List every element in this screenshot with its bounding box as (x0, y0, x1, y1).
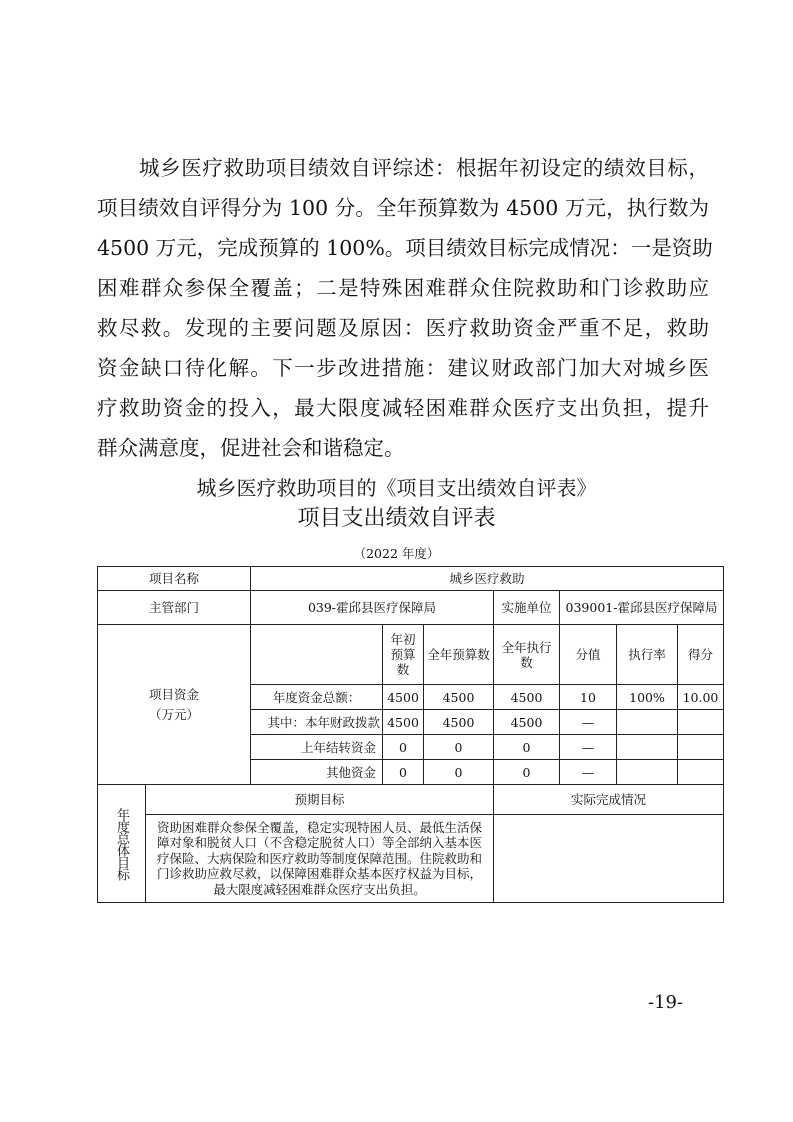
cell (617, 710, 678, 735)
paragraph-line: 资金缺口待化解。下一步改进措施：建议财政部门加大对城乡医 (97, 356, 709, 380)
cell: 0 (424, 760, 494, 785)
paragraph-line: 救尽救。发现的主要问题及原因：医疗救助资金严重不足，救助 (97, 316, 709, 340)
paragraph-line: 疗救助资金的投入，最大限度减轻困难群众医疗支出负担，提升 (97, 396, 709, 420)
col-header: 分值 (560, 625, 617, 685)
cell (678, 710, 724, 735)
col-header: 全年预算数 (424, 625, 494, 685)
cell: 10 (560, 685, 617, 710)
cell: 0 (383, 760, 424, 785)
performance-table (97, 566, 724, 903)
actual-value (494, 815, 724, 903)
cell: 4500 (424, 710, 494, 735)
dept-value: 039-霍邱县医疗保障局 (251, 591, 494, 625)
funds-label (98, 625, 251, 785)
expected-goal (146, 815, 494, 903)
table-title: 项目支出绩效自评表 (297, 506, 496, 531)
summary-paragraph (97, 148, 713, 468)
blank-header (251, 625, 383, 685)
cell: — (560, 760, 617, 785)
col-header: 年初预算数 (383, 625, 424, 685)
section-title: 城乡医疗救助项目的《项目支出绩效自评表》 (196, 476, 597, 500)
cell: 0 (424, 735, 494, 760)
row-label: 上年结转资金 (251, 735, 383, 760)
paragraph-line: 4500 万元，完成预算的 100%。项目绩效目标完成情况：一是资助 (97, 236, 713, 260)
cell: 4500 (494, 710, 560, 735)
name-value: 城乡医疗救助 (251, 567, 724, 591)
cell: 4500 (424, 685, 494, 710)
row-label: 其他资金 (251, 760, 383, 785)
col-header: 得分 (678, 625, 724, 685)
cell: — (560, 710, 617, 735)
cell: 0 (383, 735, 424, 760)
paragraph-line: 城乡医疗救助项目绩效自评综述：根据年初设定的绩效目标， (139, 156, 709, 180)
cell: 10.00 (678, 685, 724, 710)
row-label: 年度资金总额： (251, 685, 383, 710)
paragraph-line: 困难群众参保全覆盖；二是特殊困难群众住院救助和门诊救助应 (97, 276, 709, 300)
cell (617, 735, 678, 760)
paragraph-line: 项目绩效自评得分为 100 分。全年预算数为 4500 万元，执行数为 (97, 196, 709, 220)
goal-line: 门诊救助应救尽救，以保障困难群众基本医疗权益为目标， (156, 866, 482, 882)
cell: 100% (617, 685, 678, 710)
cell (678, 735, 724, 760)
cell: 4500 (383, 710, 424, 735)
dept-label: 主管部门 (98, 591, 251, 625)
goal-line: 资助困难群众参保全覆盖，稳定实现特困人员、最低生活保 (156, 819, 482, 835)
page-number: -19- (648, 992, 684, 1013)
impl-value: 039001-霍邱县医疗保障局 (560, 591, 724, 625)
paragraph-line: 群众满意度，促进社会和谐稳定。 (97, 436, 405, 460)
funds-label-text: 项目资金（万元） (148, 686, 199, 722)
goal-line: 最大限度减轻困难群众医疗支出负担。 (213, 881, 426, 897)
cell: 4500 (494, 685, 560, 710)
cell: 0 (494, 760, 560, 785)
impl-label: 实施单位 (494, 591, 560, 625)
goal-line: 障对象和脱贫人口（不含稳定脱贫人口）等全部纳入基本医 (156, 835, 482, 851)
row-label: 其中：本年财政拨款 (251, 710, 383, 735)
cell: 0 (494, 735, 560, 760)
name-label: 项目名称 (98, 567, 251, 591)
col-header: 全年执行数 (494, 625, 560, 685)
expected-header: 预期目标 (146, 785, 494, 815)
table-year: （2022 年度） (353, 546, 440, 561)
cell (678, 760, 724, 785)
cell: 4500 (383, 685, 424, 710)
goal-line: 疗保险、大病保险和医疗救助等制度保障范围。住院救助和 (156, 850, 482, 866)
actual-header: 实际完成情况 (494, 785, 724, 815)
goal-label: 年度总体目标 (98, 785, 146, 903)
cell: — (560, 735, 617, 760)
col-header: 执行率 (617, 625, 678, 685)
cell (617, 760, 678, 785)
